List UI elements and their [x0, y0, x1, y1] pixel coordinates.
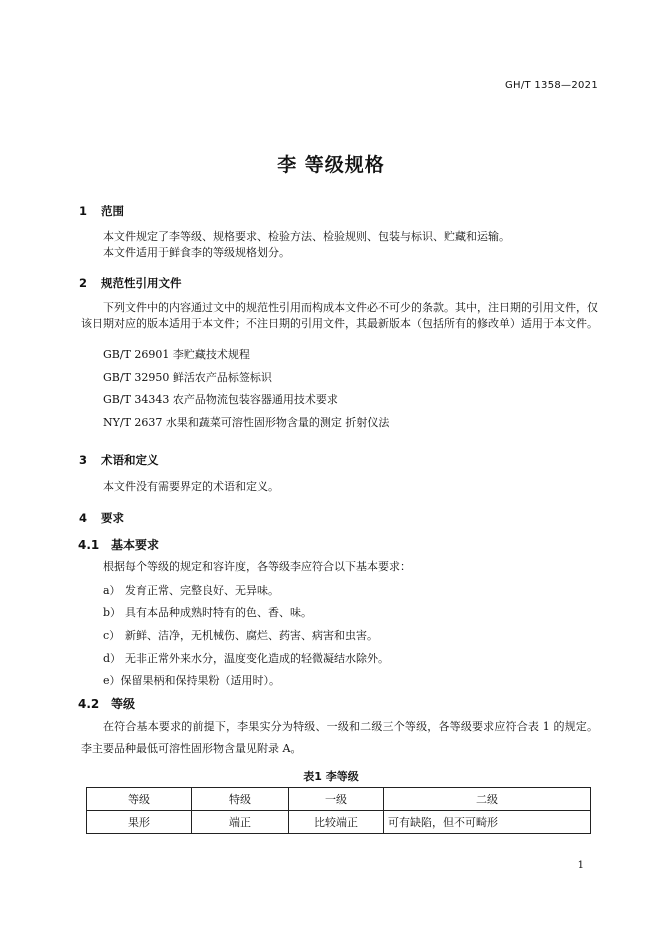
section-title: 规范性引用文件 [101, 276, 182, 290]
list-text: 具有本品种成熟时特有的色、香、味。 [125, 606, 312, 619]
list-label: d） [103, 652, 122, 665]
list-item [103, 604, 312, 620]
reference-item: GB/T 34343 农产品物流包装容器通用技术要求 [103, 393, 338, 406]
section-number: 3 [79, 453, 88, 467]
list-item [103, 650, 389, 666]
table-cell: 可有缺陷，但不可畸形 [384, 811, 591, 834]
list-text: 新鲜、洁净，无机械伤、腐烂、药害、病害和虫害。 [125, 629, 378, 642]
section-4-heading [79, 510, 124, 526]
reference-item: GB/T 32950 鲜活农产品标签标识 [103, 371, 272, 384]
paragraph: 本文件没有需要界定的术语和定义。 [103, 480, 279, 493]
section-title: 术语和定义 [101, 453, 159, 467]
list-text: 无非正常外来水分，温度变化造成的轻微凝结水除外。 [125, 652, 389, 665]
reference-item: GB/T 26901 李贮藏技术规程 [103, 348, 250, 361]
table-header-cell: 二级 [384, 788, 591, 811]
table-header-cell: 等级 [87, 788, 192, 811]
list-item [103, 627, 378, 643]
page-number: 1 [577, 860, 584, 871]
grade-table [86, 787, 591, 834]
table-header-row [87, 788, 591, 811]
list-label: b） [103, 606, 122, 619]
list-label: a） [103, 584, 121, 597]
standard-code: GH/T 1358—2021 [504, 80, 598, 91]
page-title: 李 等级规格 [277, 154, 385, 176]
section-title: 基本要求 [111, 538, 160, 552]
table-cell: 端正 [192, 811, 289, 834]
section-2-heading [79, 275, 182, 291]
section-number: 4.1 [78, 538, 100, 552]
section-title: 等级 [111, 697, 136, 711]
table-caption: 表1 李等级 [303, 770, 359, 783]
list-label: c） [103, 629, 121, 642]
subsection-4-1-heading [78, 536, 159, 553]
list-item: e）保留果柄和保持果粉（适用时）。 [103, 674, 281, 687]
paragraph: 在符合基本要求的前提下，李果实分为特级、一级和二级三个等级，各等级要求应符合表 1 的规定。李主要品种最低可溶性固形物含量见附录 A。 [81, 720, 598, 755]
section-number: 4.2 [78, 697, 100, 711]
reference-item: NY/T 2637 水果和蔬菜可溶性固形物含量的测定 折射仪法 [103, 416, 390, 429]
paragraph: 根据每个等级的规定和容许度，各等级李应符合以下基本要求： [103, 560, 411, 573]
paragraph: 下列文件中的内容通过文中的规范性引用而构成本文件必不可少的条款。其中，注日期的引用文件，仅该日期对应的版本适用于本文件；不注日期的引用文件，其最新版本（包括所有的修改单）适用于本文件。 [81, 301, 598, 330]
subsection-4-2-heading [78, 695, 135, 712]
section-number: 4 [79, 511, 88, 525]
section-title: 范围 [101, 204, 124, 218]
table-cell: 果形 [87, 811, 192, 834]
table-header-cell: 一级 [289, 788, 384, 811]
section-number: 1 [79, 204, 88, 218]
section-title: 要求 [101, 511, 124, 525]
section-1-heading [79, 203, 124, 219]
paragraph: 本文件适用于鲜食李的等级规格划分。 [103, 246, 290, 259]
table-row [87, 811, 591, 834]
list-text: 发育正常、完整良好、无异味。 [125, 584, 279, 597]
table-header-cell: 特级 [192, 788, 289, 811]
paragraph: 本文件规定了李等级、规格要求、检验方法、检验规则、包装与标识、贮藏和运输。 [103, 230, 510, 243]
section-3-heading [79, 452, 159, 468]
table-cell: 比较端正 [289, 811, 384, 834]
list-item [103, 582, 279, 598]
section-number: 2 [79, 276, 88, 290]
